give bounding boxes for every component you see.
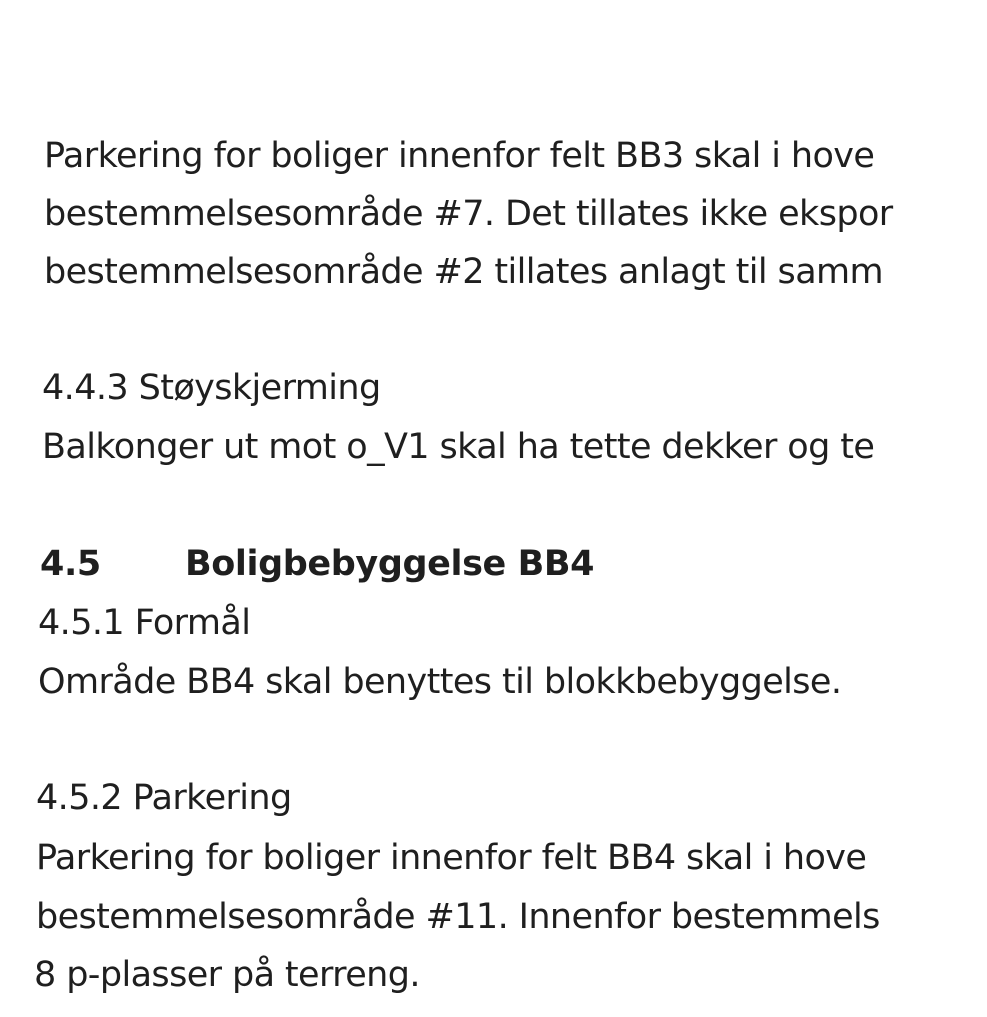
section-4-5-2-line-2: bestemmelsesområde #11. Innenfor bestemmels: [36, 897, 880, 937]
section-4-4-3-text: Balkonger ut mot o_V1 skal ha tette dekker og te: [42, 427, 875, 467]
section-4-4-3-heading: 4.4.3 Støyskjerming: [42, 368, 381, 408]
paragraph-1-line-2: bestemmelsesområde #7. Det tillates ikke ekspor: [44, 194, 893, 234]
section-4-5-2-line-1: Parkering for boliger innenfor felt BB4 skal i hove: [36, 838, 867, 878]
section-4-5-2-line-3: 8 p-plasser på terreng.: [34, 955, 420, 995]
section-4-5-heading: [40, 544, 594, 584]
section-4-5-2-heading: 4.5.2 Parkering: [36, 778, 292, 818]
section-4-5-number: 4.5: [40, 544, 101, 584]
paragraph-1-line-1: Parkering for boliger innenfor felt BB3 skal i hove: [44, 136, 875, 176]
section-4-5-title: Boligbebyggelse BB4: [185, 544, 595, 584]
section-4-5-1-heading: 4.5.1 Formål: [38, 603, 251, 643]
section-4-5-1-text: Område BB4 skal benyttes til blokkbebyggelse.: [38, 662, 842, 702]
paragraph-1-line-3: bestemmelsesområde #2 tillates anlagt til samm: [44, 252, 884, 292]
